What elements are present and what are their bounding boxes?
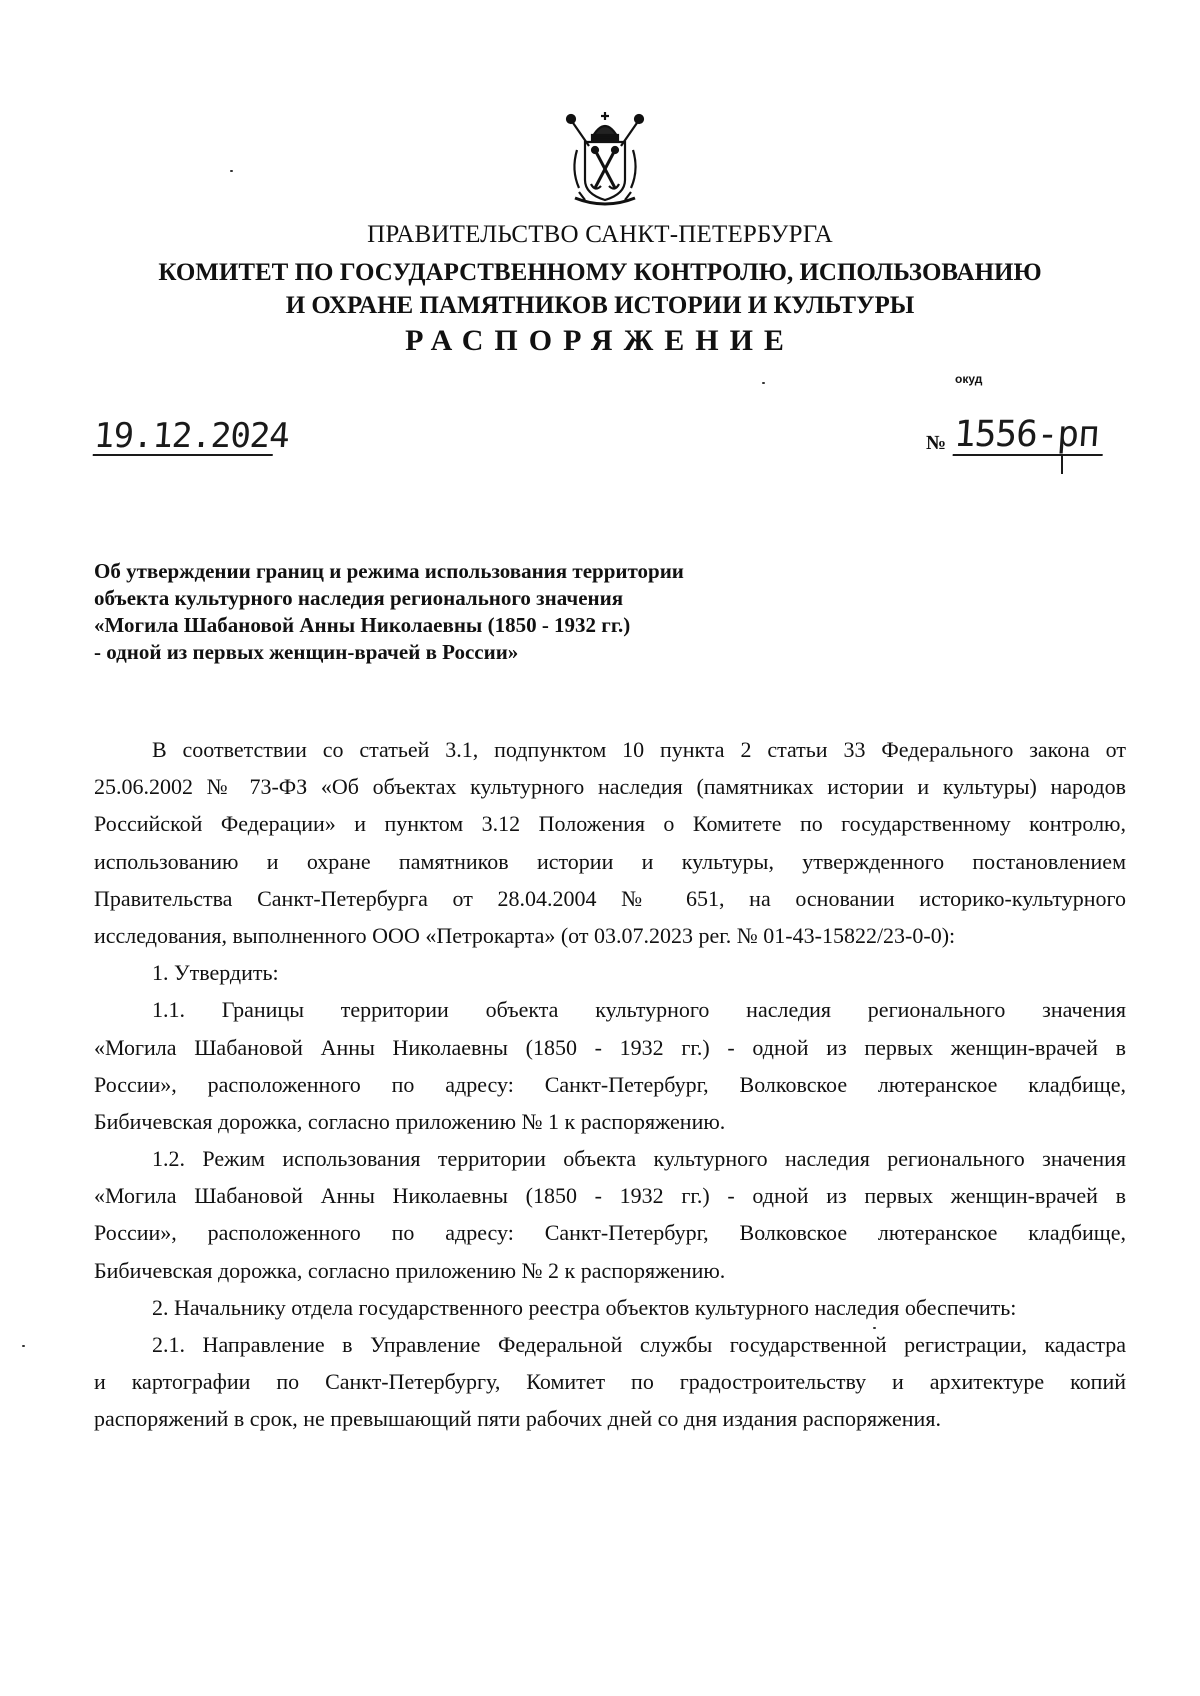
body-line: 25.06.2002 № 73-ФЗ «Об объектах культурного наследия (памятниках истории и культуры) народов <box>94 774 1126 800</box>
body-line: использованию и охране памятников истории и культуры, утвержденного постановлением <box>94 848 1126 874</box>
body-line: «Могила Шабановой Анны Николаевны (1850 - 1932 гг.) - одной из первых женщин-врачей в <box>94 1034 1126 1060</box>
body-line: В соответствии со статьей 3.1, подпунктом 10 пункта 2 статьи 33 Федерального закона от <box>152 737 1126 762</box>
body-line: Российской Федерации» и пунктом 3.12 Положения о Комитете по государственному контролю, <box>94 811 1126 837</box>
scan-speck <box>762 382 765 384</box>
committee-line: И ОХРАНЕ ПАМЯТНИКОВ ИСТОРИИ И КУЛЬТУРЫ <box>285 292 915 319</box>
handwriting-stroke <box>1061 456 1063 474</box>
document-date: 19.12.2024 <box>92 416 291 456</box>
number-sign: № <box>926 432 947 454</box>
body-line: «Могила Шабановой Анны Николаевны (1850 - 1932 гг.) - одной из первых женщин-врачей в <box>94 1183 1126 1209</box>
body-line: Правительства Санкт-Петербурга от 28.04.2004 № 651, на основании историко-культурного <box>94 885 1126 911</box>
scan-speck <box>230 170 233 172</box>
subject-line: «Могила Шабановой Анны Николаевны (1850 - 1932 гг.) <box>94 613 631 637</box>
document-type: РАСПОРЯЖЕНИЕ <box>405 324 795 357</box>
body-line: России», расположенного по адресу: Санкт-Петербург, Волковское лютеранское кладбище, <box>94 1220 1126 1246</box>
body-line: 2. Начальнику отдела государственного реестра объектов культурного наследия обеспечить: <box>152 1294 1017 1320</box>
subject-line: Об утверждении границ и режима использования территории <box>94 559 684 583</box>
scan-speck <box>22 1345 25 1347</box>
body-line: исследования, выполненного ООО «Петрокарта» (от 03.07.2023 рег. № 01-43-15822/23-0-0): <box>94 922 956 948</box>
document-number-block <box>926 414 1108 460</box>
body-line: Бибичевская дорожка, согласно приложению № 1 к распоряжению. <box>94 1108 726 1134</box>
body-line: Бибичевская дорожка, согласно приложению № 2 к распоряжению. <box>94 1257 726 1283</box>
body-line: 1.2. Режим использования территории объекта культурного наследия регионального значения <box>152 1146 1126 1172</box>
body-line: 1.1. Границы территории объекта культурного наследия регионального значения <box>152 997 1126 1023</box>
committee-name <box>0 256 1200 322</box>
saint-petersburg-coat-of-arms-icon <box>563 110 647 210</box>
body-line: распоряжений в срок, не превышающий пяти рабочих дней со дня издания распоряжения. <box>94 1406 941 1432</box>
body-line: России», расположенного по адресу: Санкт-Петербург, Волковское лютеранское кладбище, <box>94 1071 1126 1097</box>
body-line: и картографии по Санкт-Петербургу, Комитет по градостроительству и архитектуре копий <box>94 1369 1126 1395</box>
okud-label: окуд <box>955 372 983 386</box>
committee-line: КОМИТЕТ ПО ГОСУДАРСТВЕННОМУ КОНТРОЛЮ, ИСПОЛЬЗОВАНИЮ <box>158 259 1042 286</box>
subject-line: объекта культурного наследия регионального значения <box>94 586 624 610</box>
document-subject <box>94 558 854 666</box>
document-body <box>94 731 1126 1438</box>
scan-speck <box>873 1327 876 1329</box>
body-line: 1. Утвердить: <box>152 960 279 986</box>
document-number: 1556-рп <box>953 416 1106 456</box>
subject-line: - одной из первых женщин-врачей в России» <box>94 640 519 664</box>
government-name: ПРАВИТЕЛЬСТВО САНКТ-ПЕТЕРБУРГА <box>367 221 833 248</box>
body-line: 2.1. Направление в Управление Федеральной службы государственной регистрации, кадастра <box>152 1332 1126 1357</box>
